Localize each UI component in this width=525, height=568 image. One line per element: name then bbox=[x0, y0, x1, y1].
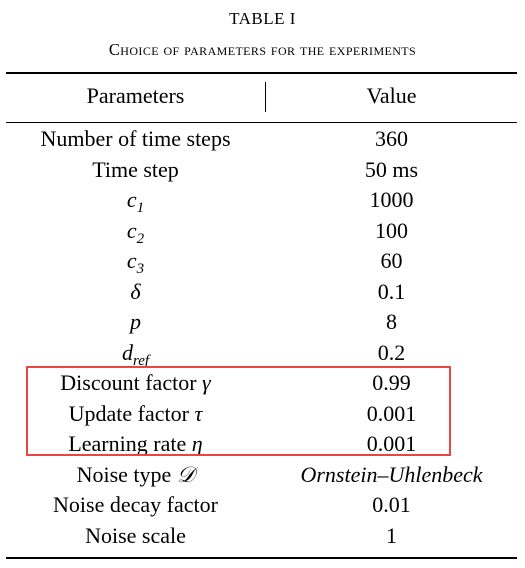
parameter-symbol bbox=[6, 277, 265, 308]
parameter-symbol bbox=[6, 338, 265, 369]
parameter-name: Number of time steps bbox=[40, 126, 231, 151]
table-header-rule bbox=[6, 122, 517, 123]
symbol: τ bbox=[194, 400, 203, 426]
parameter-name bbox=[6, 460, 265, 491]
symbol-subscript: 3 bbox=[136, 261, 145, 277]
parameter-value: Ornstein–Uhlenbeck bbox=[300, 461, 483, 487]
symbol: c bbox=[126, 217, 137, 243]
symbol: p bbox=[130, 309, 141, 334]
parameter-label: Learning rate bbox=[68, 431, 187, 456]
table-row bbox=[0, 216, 525, 247]
parameter-name: Noise decay factor bbox=[53, 492, 218, 517]
table-row bbox=[0, 277, 525, 308]
highlight-box bbox=[26, 366, 451, 456]
parameter-symbol bbox=[6, 246, 265, 277]
table-row bbox=[0, 185, 525, 216]
parameter-value: 1000 bbox=[369, 187, 414, 212]
parameter-value: 50 ms bbox=[364, 156, 419, 182]
table-row bbox=[0, 155, 525, 186]
table-row bbox=[0, 338, 525, 369]
symbol-subscript: 2 bbox=[136, 230, 145, 247]
table-caption: Choice of parameters for the experiments bbox=[108, 40, 417, 59]
symbol-subscript: 1 bbox=[136, 200, 145, 216]
table-row bbox=[0, 460, 525, 491]
table-row bbox=[0, 124, 525, 155]
table-row bbox=[0, 521, 525, 552]
symbol: γ bbox=[202, 370, 211, 395]
parameter-label: Discount factor bbox=[60, 370, 197, 395]
symbol: c bbox=[126, 187, 137, 212]
header-parameters: Parameters bbox=[86, 83, 185, 108]
parameter-value: 0.2 bbox=[377, 339, 406, 365]
symbol-subscript: ref bbox=[132, 352, 150, 369]
parameter-label: Update factor bbox=[68, 400, 189, 426]
parameter-value: 100 bbox=[375, 217, 408, 243]
parameter-value: 0.1 bbox=[377, 278, 406, 304]
parameter-label: Noise type bbox=[76, 461, 172, 487]
symbol: δ bbox=[130, 278, 141, 304]
symbol: η bbox=[191, 431, 203, 456]
table-label: TABLE I bbox=[229, 9, 296, 28]
table-bottom-rule bbox=[6, 557, 517, 559]
parameter-value: 0.001 bbox=[366, 431, 417, 456]
parameter-value: 8 bbox=[386, 309, 397, 334]
table-row bbox=[0, 307, 525, 338]
parameter-name: Time step bbox=[92, 156, 179, 182]
symbol: d bbox=[121, 339, 133, 365]
symbol: c bbox=[126, 248, 137, 273]
header-value: Value bbox=[366, 83, 417, 108]
parameter-value: 0.99 bbox=[372, 370, 411, 395]
parameter-symbol bbox=[6, 307, 265, 338]
table-row bbox=[0, 490, 525, 521]
table-row bbox=[0, 246, 525, 277]
parameter-value: 1 bbox=[386, 522, 397, 548]
parameter-symbol bbox=[6, 185, 265, 216]
parameter-value: 0.01 bbox=[372, 492, 411, 517]
symbol: 𝒟 bbox=[176, 461, 195, 487]
table-top-rule bbox=[6, 72, 517, 74]
parameter-name: Noise scale bbox=[85, 522, 186, 548]
parameter-value: 60 bbox=[380, 248, 403, 273]
parameter-value: 0.001 bbox=[366, 400, 417, 426]
parameter-symbol bbox=[6, 216, 265, 247]
parameter-value: 360 bbox=[375, 126, 408, 151]
